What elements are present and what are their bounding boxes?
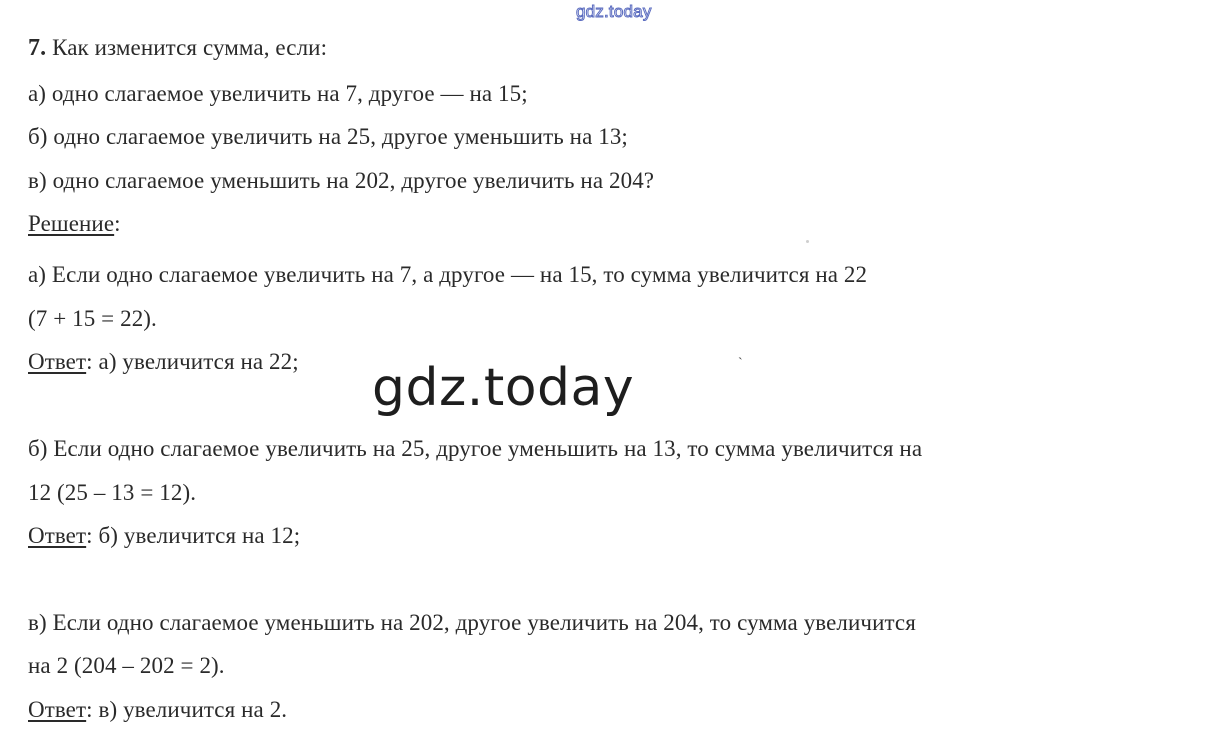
- task-item-c: в) одно слагаемое уменьшить на 202, другое увеличить на 204?: [28, 168, 655, 193]
- task-question-text: Как изменится сумма, если:: [52, 35, 328, 60]
- solution-part-a-line1: а) Если одно слагаемое увеличить на 7, а другое — на 15, то сумма увеличится на 22: [28, 262, 868, 287]
- answer-a: [28, 348, 299, 376]
- scan-mark: `: [738, 356, 743, 371]
- watermark-top: gdz.today: [576, 2, 652, 21]
- solution-part-c-line1: в) Если одно слагаемое уменьшить на 202, другое увеличить на 204, то сумма увеличится: [28, 610, 916, 635]
- answer-c: [28, 696, 287, 724]
- answer-c-label: Ответ: [28, 697, 87, 722]
- task-question: [28, 34, 327, 62]
- scan-speck: [806, 240, 809, 243]
- solution-part-b-line1: б) Если одно слагаемое увеличить на 25, другое уменьшить на 13, то сумма увеличится на: [28, 436, 923, 461]
- task-item-b: б) одно слагаемое увеличить на 25, другое уменьшить на 13;: [28, 124, 628, 149]
- solution-part-a-line2: (7 + 15 = 22).: [28, 306, 157, 331]
- answer-b: [28, 522, 300, 550]
- answer-b-colon: :: [86, 523, 93, 548]
- answer-c-text: в) увеличится на 2.: [92, 697, 288, 722]
- answer-a-text: а) увеличится на 22;: [92, 349, 299, 374]
- task-item-a: а) одно слагаемое увеличить на 7, другое — на 15;: [28, 81, 528, 106]
- answer-c-colon: :: [86, 697, 93, 722]
- answer-b-label: Ответ: [28, 523, 87, 548]
- task-number: 7.: [28, 35, 47, 61]
- answer-a-label: Ответ: [28, 349, 87, 374]
- watermark-main: gdz.today: [372, 358, 635, 418]
- answer-a-colon: :: [86, 349, 93, 374]
- solution-part-b-line2: 12 (25 – 13 = 12).: [28, 480, 197, 505]
- solution-heading-colon: :: [114, 211, 121, 236]
- solution-part-c-line2: на 2 (204 – 202 = 2).: [28, 653, 225, 678]
- solution-heading-label: Решение: [28, 211, 115, 236]
- solution-heading: [28, 210, 121, 238]
- answer-b-text: б) увеличится на 12;: [92, 523, 301, 548]
